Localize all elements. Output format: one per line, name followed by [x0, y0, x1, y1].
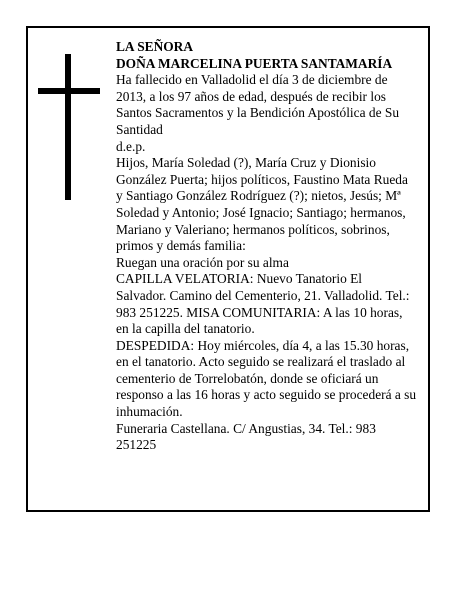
text-line: González Puerta; hijos políticos, Faustino Mata Rueda: [116, 171, 408, 187]
text-line: responso a las 16 horas y acto seguido se procederá a su: [116, 387, 417, 403]
text-line: Soledad y Antonio; José Ignacio; Santiago; hermanos,: [116, 204, 406, 220]
text-line: primos y demás familia:: [116, 238, 246, 254]
text-line: Santos Sacramentos y la Bendición Apostólica de Su: [116, 105, 400, 121]
text-line: en el tanatorio. Acto seguido se realizará el traslado al: [116, 354, 406, 370]
text-line: DESPEDIDA: Hoy miércoles, día 4, a las 15.30 horas,: [116, 337, 410, 353]
title-line: LA SEÑORA: [116, 39, 194, 54]
text-line: en la capilla del tanatorio.: [116, 321, 255, 337]
text-line: 983 251225. MISA COMUNITARIA: A las 10 horas,: [116, 304, 403, 320]
cross-icon: [38, 54, 100, 200]
text-line: d.e.p.: [116, 138, 146, 154]
text-line: Funeraria Castellana. C/ Angustias, 34. Tel.: 983: [116, 420, 376, 436]
text-line: Santidad: [116, 121, 163, 137]
cross-horizontal-bar: [38, 88, 100, 94]
text-line: 2013, a los 97 años de edad, después de recibir los: [116, 88, 386, 104]
text-line: cementerio de Torrelobatón, donde se oficiará un: [116, 370, 379, 386]
obituary-notice: [26, 26, 430, 512]
text-line: Ha fallecido en Valladolid el día 3 de diciembre de: [116, 72, 388, 88]
cross-vertical-bar: [65, 54, 71, 200]
text-line: Salvador. Camino del Cementerio, 21. Valladolid. Tel.:: [116, 287, 410, 303]
notice-text: [116, 39, 428, 454]
text-line: Ruegan una oración por su alma: [116, 254, 289, 270]
text-line: Mariano y Valeriano; hermanos políticos, sobrinos,: [116, 221, 390, 237]
text-line: CAPILLA VELATORIA: Nuevo Tanatorio El: [116, 271, 363, 287]
text-line: y Santiago González Rodríguez (?); nietos, Jesús; Mª: [116, 188, 401, 204]
text-line: inhumación.: [116, 404, 183, 420]
text-line: Hijos, María Soledad (?), María Cruz y Dionisio: [116, 155, 376, 171]
text-line: 251225: [116, 437, 157, 453]
deceased-name: DOÑA MARCELINA PUERTA SANTAMARÍA: [116, 55, 393, 71]
